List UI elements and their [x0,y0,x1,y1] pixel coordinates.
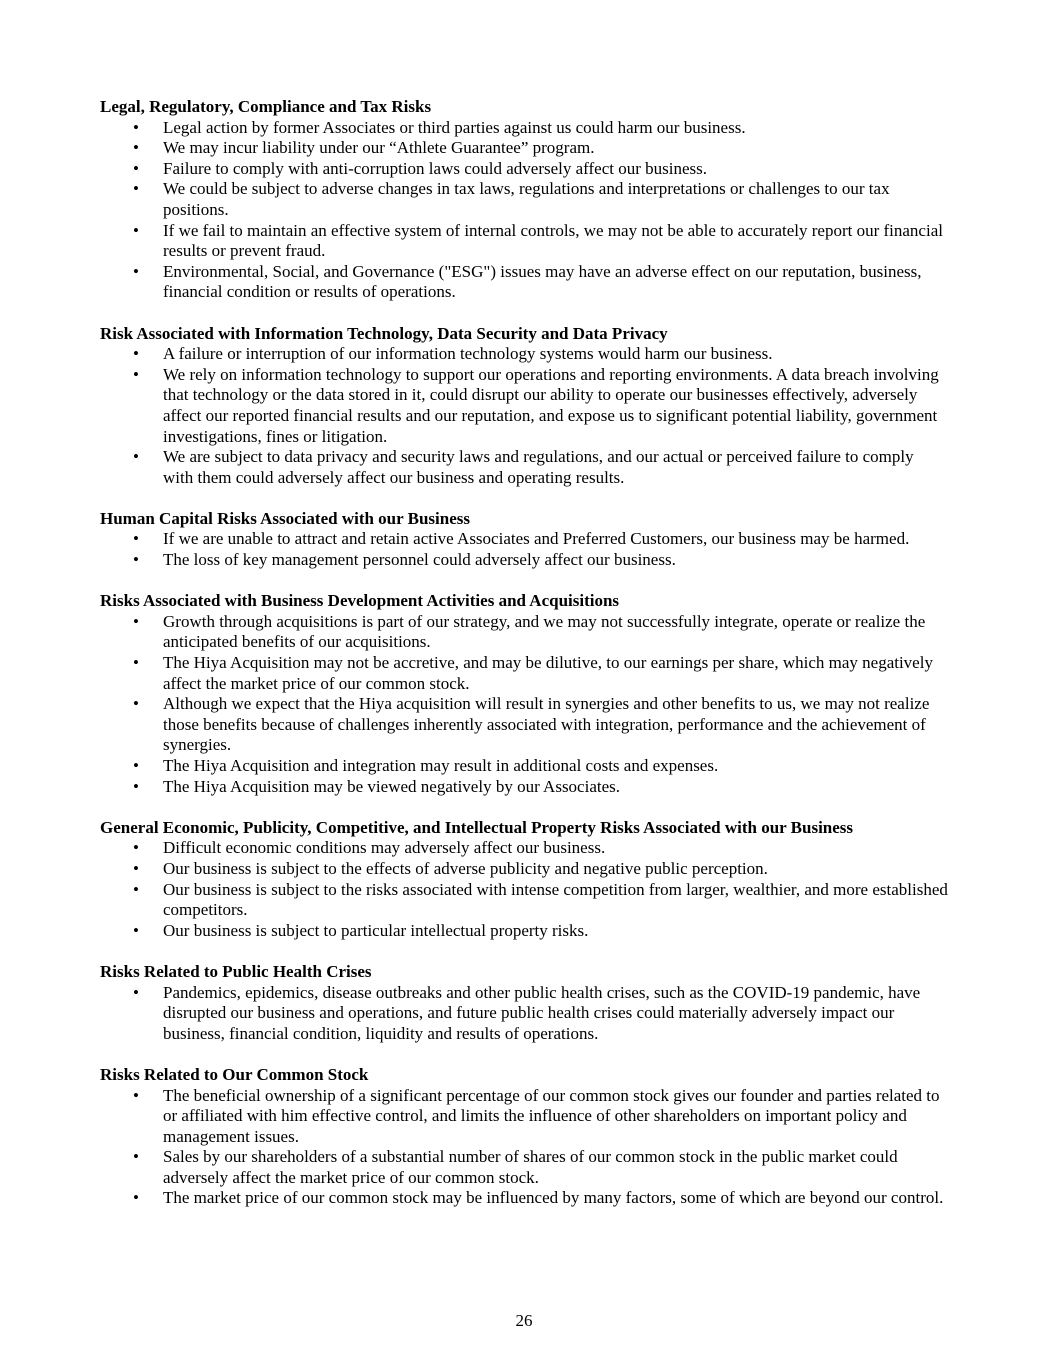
section-heading: Human Capital Risks Associated with our Business [100,508,470,528]
section-heading: Legal, Regulatory, Compliance and Tax Risks [100,97,432,116]
list-item [100,118,948,139]
list-item [100,138,948,159]
bullet-icon: • [133,138,139,158]
bullet-icon: • [133,117,139,137]
bullet-icon: • [133,982,139,1002]
bullet-text: The Hiya Acquisition may not be accretive, and may be dilutive, to our earnings per share, which may negatively affect the market price of our common stock. [163,653,933,693]
section-heading: General Economic, Publicity, Competitive, and Intellectual Property Risks Associated with our Business [100,817,854,837]
list-item [100,447,948,488]
section-business-development [100,591,948,797]
list-item [100,221,948,262]
section-heading: Risks Related to Public Health Crises [100,961,372,981]
bullet-text: Sales by our shareholders of a substantial number of shares of our common stock in the public market could adversely affect the market price of our common stock. [163,1147,898,1187]
bullet-icon: • [133,529,139,549]
list-item [100,1147,948,1188]
bullet-icon: • [133,220,139,240]
bullet-icon: • [133,447,139,467]
bullet-icon: • [133,364,139,384]
list-item [100,1188,948,1209]
bullet-text: Legal action by former Associates or third parties against us could harm our business. [163,117,746,137]
bullet-text: A failure or interruption of our information technology systems would harm our business. [163,344,773,364]
section-heading: Risks Associated with Business Development Activities and Acquisitions [100,591,620,611]
bullet-text: We may incur liability under our “Athlete Guarantee” program. [163,138,595,158]
list-item [100,179,948,220]
bullet-text: If we fail to maintain an effective system of internal controls, we may not be able to accurately report our financial results or prevent fraud. [163,220,943,261]
list-item [100,550,948,571]
section-information-technology [100,324,948,489]
bullet-icon: • [133,694,139,714]
bullet-text: Our business is subject to particular intellectual property risks. [163,920,589,940]
bullet-icon: • [133,756,139,775]
bullet-text: The loss of key management personnel could adversely affect our business. [163,550,676,570]
bullet-text: Environmental, Social, and Governance ("ESG") issues may have an adverse effect on our reputation, business, financial condition or results of operations. [163,261,922,302]
bullet-text: Although we expect that the Hiya acquisition will result in synergies and other benefits to us, we may not realize those benefits because of challenges inherently associated with integration, performance and the achievement of synergies. [163,694,930,755]
bullet-text: We are subject to data privacy and security laws and regulations, and our actual or perceived failure to comply with them could adversely affect our business and operating results. [163,447,914,487]
bullet-icon: • [133,1147,139,1167]
list-item [100,365,948,447]
bullet-text: Growth through acquisitions is part of our strategy, and we may not successfully integrate, operate or realize the anticipated benefits of our acquisitions. [163,611,926,652]
section-human-capital [100,509,948,571]
bullet-text: Our business is subject to the effects of adverse publicity and negative public perception. [163,858,768,878]
list-item [100,880,948,921]
section-general-economic [100,818,948,942]
list-item [100,159,948,180]
bullet-text: Failure to comply with anti-corruption laws could adversely affect our business. [163,158,708,178]
list-item [100,859,948,880]
bullet-icon: • [133,1085,139,1105]
page-number: 26 [515,1311,533,1330]
bullet-text: If we are unable to attract and retain active Associates and Preferred Customers, our business may be harmed. [163,529,910,549]
bullet-text: Our business is subject to the risks associated with intense competition from larger, wealthier, and more established competitors. [163,879,948,920]
section-public-health [100,962,948,1044]
bullet-icon: • [133,858,139,878]
bullet-icon: • [133,838,139,858]
bullet-icon: • [133,1188,139,1208]
bullet-text: The Hiya Acquisition may be viewed negatively by our Associates. [163,776,621,796]
list-item [100,921,948,942]
bullet-icon: • [133,261,139,281]
section-heading: Risk Associated with Information Technology, Data Security and Data Privacy [100,323,668,343]
list-item [100,529,948,550]
bullet-icon: • [133,344,139,364]
list-item [100,756,948,777]
list-item [100,838,948,859]
bullet-icon: • [133,179,139,199]
bullet-text: Difficult economic conditions may adversely affect our business. [163,838,606,858]
bullet-icon: • [133,611,139,631]
list-item [100,262,948,303]
bullet-text: We could be subject to adverse changes in tax laws, regulations and interpretations or challenges to our tax positions. [163,179,890,219]
bullet-icon: • [133,879,139,899]
bullet-icon: • [133,653,139,673]
list-item [100,344,948,365]
bullet-text: The market price of our common stock may be influenced by many factors, some of which are beyond our control. [163,1188,944,1208]
section-common-stock [100,1065,948,1209]
list-item [100,983,948,1045]
bullet-icon: • [133,776,139,796]
list-item [100,777,948,798]
bullet-icon: • [133,158,139,178]
bullet-text: We rely on information technology to support our operations and reporting environments. A data breach involving that technology or the data stored in it, could disrupt our ability to operate our businesses effectively, adversely affect our reported financial results and our reputation, and expose us to significant potential liability, government investigations, fines or litigation. [163,364,939,446]
list-item [100,653,948,694]
bullet-text: Pandemics, epidemics, disease outbreaks and other public health crises, such as the COVID-19 pandemic, have disrupted our business and operations, and future public health crises could materially adversely impact our business, financial condition, liquidity and results of operations. [163,982,921,1043]
section-heading: Risks Related to Our Common Stock [100,1064,369,1084]
section-legal-regulatory [100,97,948,303]
bullet-text: The beneficial ownership of a significant percentage of our common stock gives our founder and parties related to or affiliated with him effective control, and limits the influence of other shareholders on important policy and management issues. [163,1085,940,1146]
list-item [100,694,948,756]
bullet-icon: • [133,920,139,940]
bullet-icon: • [133,550,139,570]
list-item [100,1086,948,1148]
list-item [100,612,948,653]
bullet-text: The Hiya Acquisition and integration may result in additional costs and expenses. [163,756,719,775]
